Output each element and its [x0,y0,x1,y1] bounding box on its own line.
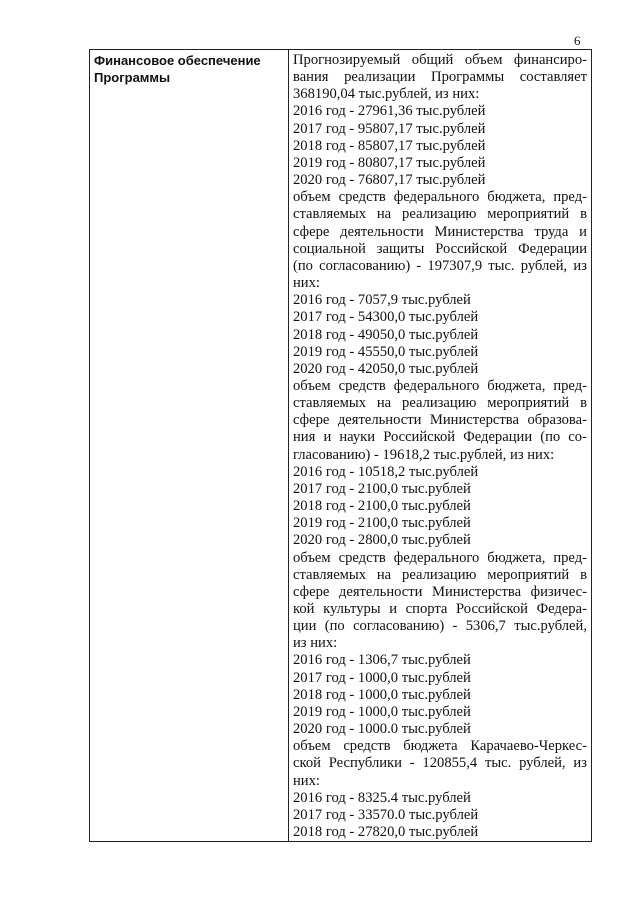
content-line: объем средств федерального бюджета, пред- [293,377,587,394]
content-line: 2017 год - 54300,0 тыс.рублей [293,309,479,326]
content-line: них: [293,275,320,292]
content-line: сфере деятельности Министерства образова- [293,412,587,429]
content-line: объем средств федерального бюджета, пред- [293,549,587,566]
content-line: ставляемых на реализацию мероприятий в [293,395,587,412]
content-line: 2020 год - 42050,0 тыс.рублей [293,360,479,377]
content-line: социальной защиты Российской Федерации [293,240,587,257]
content-line: 2019 год - 80807,17 тыс.рублей [293,154,486,171]
content-line: ния и науки Российской Федерации (по со- [293,429,587,446]
content-line: 2018 год - 2100,0 тыс.рублей [293,498,471,515]
row-label-line: Финансовое обеспечение [94,53,261,68]
content-line: 2018 год - 85807,17 тыс.рублей [293,137,486,154]
content-line: 2016 год - 7057,9 тыс.рублей [293,292,471,309]
content-line: 2019 год - 45550,0 тыс.рублей [293,343,479,360]
content-line: вания реализации Программы составляет [293,69,587,86]
content-line: 2016 год - 10518,2 тыс.рублей [293,463,479,480]
content-line: ской Республики - 120855,4 тыс. рублей, из [293,755,587,772]
table-row [90,50,592,842]
content-line: 2017 год - 95807,17 тыс.рублей [293,120,486,137]
page-number: 6 [574,33,581,48]
row-label-line: Программы [94,70,171,85]
content-line: (по согласованию) - 197307,9 тыс. рублей, из [293,257,587,274]
content-line: 2016 год - 1306,7 тыс.рублей [293,652,471,669]
row-label-cell [90,50,289,842]
content-line: ставляемых на реализацию мероприятий в [293,206,587,223]
content-line: 2017 год - 33570.0 тыс.рублей [293,806,479,823]
content-line: ставляемых на реализацию мероприятий в [293,566,587,583]
content-line: 2020 год - 76807,17 тыс.рублей [293,172,486,189]
content-line: объем средств бюджета Карачаево-Черкес- [293,738,587,755]
content-line: сфере деятельности Министерства труда и [293,223,587,240]
content-line: 2020 год - 1000.0 тыс.рублей [293,721,471,738]
content-line: 2018 год - 1000,0 тыс.рублей [293,686,471,703]
content-line: 2017 год - 1000,0 тыс.рублей [293,669,471,686]
content-line: объем средств федерального бюджета, пред- [293,189,587,206]
content-line: 2019 год - 1000,0 тыс.рублей [293,703,471,720]
content-line: из них: [293,635,338,652]
program-passport-table [89,49,592,842]
content-line: сфере деятельности Министерства физичес- [293,583,587,600]
content-line: кой культуры и спорта Российской Федера- [293,601,587,617]
content-line: 2019 год - 2100,0 тыс.рублей [293,515,471,532]
content-line: 2016 год - 8325.4 тыс.рублей [293,789,471,806]
content-line: них: [293,772,320,789]
content-line: 2018 год - 49050,0 тыс.рублей [293,326,479,343]
row-content-cell [289,50,592,842]
content-line: ции (по согласованию) - 5306,7 тыс.рублей, [293,618,587,635]
content-line: 2016 год - 27961,36 тыс.рублей [293,103,486,120]
content-line: 2020 год - 2800,0 тыс.рублей [293,532,471,549]
content-line: 2017 год - 2100,0 тыс.рублей [293,480,471,497]
content-line: 368190,04 тыс.рублей, из них: [293,86,480,103]
content-line: гласованию) - 19618,2 тыс.рублей, из них: [293,446,555,463]
content-line: 2018 год - 27820,0 тыс.рублей [293,824,479,841]
content-line: Прогнозируемый общий объем финансиро- [293,52,587,68]
